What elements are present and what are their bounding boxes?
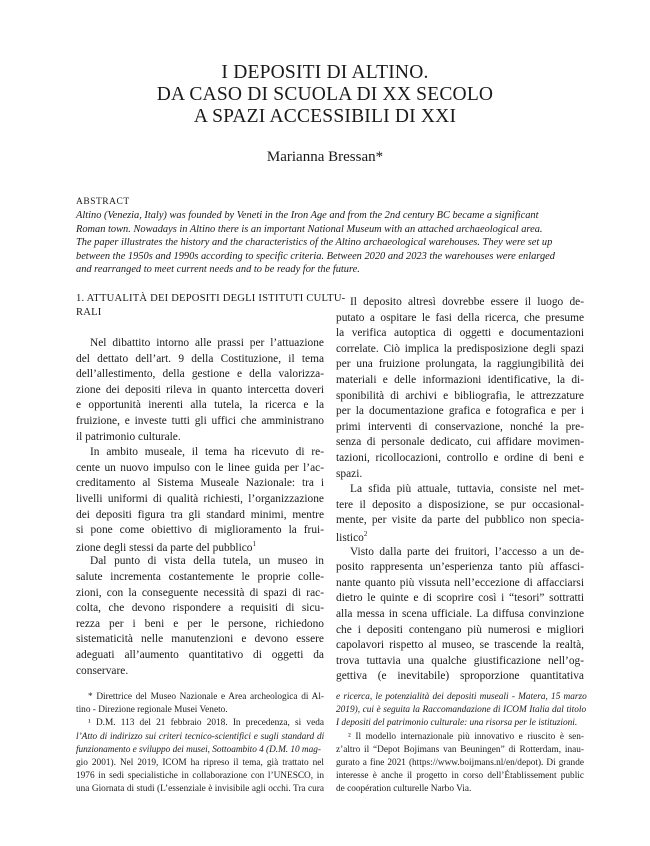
body-text-line: tazioni, ricollocazioni, controllo e ordine di beni e — [336, 452, 584, 464]
footnote-line: funzionamento e sviluppo dei musei, Sottoambito 4 (D.M. 10 mag- — [76, 744, 321, 755]
footnote-line: ² Il modello internazionale più innovativo e riuscito è sen- — [348, 731, 584, 742]
footnote-ref: 2 — [363, 530, 368, 538]
body-text-line: Dal punto di vista della tutela, un museo in — [90, 555, 324, 568]
body-text-line: La sfida più attuale, tuttavia, consiste nel met- — [350, 483, 584, 496]
abstract-line: Roman town. Nowadays in Altino there is an important National Museum with an attached archaeological area. — [76, 223, 543, 235]
body-text-line: zione dei depositi rileva in quanto intercetta doveri — [76, 383, 324, 396]
body-text-line: dei depositi figura tra gli standard minimi, mentre — [76, 508, 324, 521]
body-text-line: Il deposito altresì dovrebbe essere il luogo de- — [350, 296, 584, 308]
abstract-heading: ABSTRACT — [76, 197, 130, 207]
body-text-line: cente un nuovo impulso con le linee guida per l’ac- — [76, 461, 324, 474]
body-text-line: posito rappresenta un’esperienza tanto più affasci- — [336, 561, 584, 574]
body-text-line: adeguati all’aumento quantitativo di oggetti da — [76, 649, 324, 661]
footnote-line: interesse è anche il progetto in corso dell’Établissement public — [336, 771, 584, 782]
footnote-line: I depositi del patrimonio culturale: una risorsa per le istituzioni. — [336, 718, 578, 729]
footnote-line: z’altro il “Depot Bojimans van Beuningen” di Rotterdam, inau- — [336, 744, 584, 755]
body-text-line: si pone come obiettivo di miglioramento la frui- — [76, 524, 324, 537]
title-line: I DEPOSITI DI ALTINO. — [221, 62, 429, 83]
footnote-line: de coopération culturelle Narbo Via. — [336, 784, 472, 795]
footnote-line: l’Atto di indirizzo sui criteri tecnico-scientifici e sugli standard di — [76, 731, 325, 742]
body-text-line: nante quanto più vissuta nell’eccezione di affacciarsi — [336, 576, 584, 589]
body-text-line: per una fruizione prolungata, la raggiungibilità dei — [336, 358, 584, 371]
body-text-line: listico$^2$ — [336, 530, 368, 544]
body-text-line: mente, per visite da parte del pubblico non specia- — [336, 514, 584, 527]
abstract-line: and rearranged to meet current needs and to be ready for the future. — [76, 264, 360, 276]
body-text-line: salute incrementa costantemente le proprie colle- — [76, 571, 324, 583]
footnote-line: 2019), cui è seguita la Raccomandazione di ICOM Italia dal titolo — [336, 705, 587, 716]
body-text-line: rezza per i beni e per le persone, richiedono — [76, 617, 324, 630]
abstract-line: The paper illustrates the history and the characteristics of the Altino archaeological warehouses. They were set up — [76, 237, 553, 249]
section-title: RALI — [76, 307, 102, 318]
body-text-line: putato a ospitare le fasi della ricerca, che presume — [336, 311, 584, 324]
body-text-line: zioni, con la conseguente necessità di spazi di rac- — [76, 586, 324, 599]
body-text-line: sponibilità di archivi e bibliografia, le attrezzature — [336, 389, 584, 402]
body-text-line: il patrimonio culturale. — [76, 430, 181, 443]
footnote-ref: 1 — [252, 539, 257, 548]
body-text-line: per la documentazione grafica e fotografica e per i — [336, 405, 584, 418]
footnote-line: ¹ D.M. 113 del 21 febbraio 2018. In precedenza, si veda — [88, 718, 324, 729]
footnote-line: * Direttrice del Museo Nazionale e Area archeologica di Al- — [88, 692, 324, 702]
footnote-line: 1976 in sedi specialistiche in collaborazione con l’UNESCO, in — [76, 771, 324, 782]
body-text-line: colta, che devono rispondere a requisiti di sicu- — [76, 602, 324, 615]
body-text-line: zione degli stessi da parte del pubblico$^1$ — [76, 539, 257, 554]
body-text-line: senza di personale dedicato, cui affidare movimen- — [336, 436, 584, 449]
author-name: Marianna Bressan* — [266, 149, 384, 165]
body-text-line: dell’allestimento, della gestione e della valorizza- — [76, 368, 324, 381]
abstract-text — [76, 209, 583, 277]
footnote-line: gurato a fine 2021 (https://www.boijmans.nl/en/depot). Di grande — [336, 758, 584, 768]
section-title: 1. ATTUALITÀ DEI DEPOSITI DEGLI ISTITUTI CULTU- — [76, 293, 346, 304]
footnote-line: e ricerca, le potenzialità dei depositi museali - Matera, 15 marzo — [336, 692, 587, 702]
body-text-line: alla messa in scena ufficiale. La diffusa convinzione — [336, 608, 584, 620]
body-text-line: gettiva (e inevitabile) sproporzione quantitativa — [336, 670, 584, 683]
body-text-line: conservare. — [76, 664, 129, 677]
body-text-line: spazi. — [336, 467, 363, 480]
body-text-line: del dettato dell’art. 9 della Costituzione, il tema — [76, 352, 324, 365]
body-text-line: sistematicità nelle manutenzioni e devono essere — [76, 633, 324, 646]
body-text-line: e opportunità inerenti alla tutela, la ricerca e la — [76, 399, 324, 412]
body-text-line: capolavori rispetto al museo, se trascende la realtà, — [336, 639, 584, 652]
title-line: DA CASO DI SCUOLA DI XX SECOLO — [156, 84, 494, 105]
body-text-line: In ambito museale, il tema ha ricevuto di re- — [90, 446, 324, 459]
abstract-line: Altino (Venezia, Italy) was founded by Veneti in the Iron Age and from the 2nd century BC became a significant — [76, 210, 539, 221]
body-text-line: correlate. Ciò implica la predisposizione degli spazi — [336, 342, 584, 355]
body-text-line: Visto dalla parte dei fruitori, l’accesso a un de- — [350, 545, 584, 558]
body-text-line: che i depositi contengano più numerosi e migliori — [336, 623, 584, 636]
paper-title — [0, 62, 650, 128]
body-text-line: creditamento al Sistema Museale Nazionale: tra i — [76, 477, 324, 490]
body-text-line: materiali e delle informazioni identificative, la di- — [336, 374, 584, 386]
abstract-line: between the 1950s and 1990s according to specific criteria. Between 2020 and 2023 the warehouses were enlarged — [76, 250, 555, 262]
body-text-line: primi interventi di conservazione, nonché la pre- — [336, 420, 584, 433]
body-text-line: Nel dibattito intorno alle prassi per l’attuazione — [90, 337, 324, 349]
footnote-line: una Giornata di studi (L’essenziale è invisibile agli occhi. Tra cura — [76, 784, 324, 795]
body-text-line: la verifica autoptica di oggetti e documentazioni — [336, 327, 584, 340]
body-text-line: fruizione, e investe tutti gli uffici che amministrano — [76, 415, 324, 427]
body-text-line: tere il deposito a disposizione, se pur occasional- — [336, 498, 584, 511]
body-text-line: trova tuttavia una qualche giustificazione nell’og- — [336, 654, 584, 667]
body-text-line: dietro le quinte e di scoprire così i “tesori” sottratti — [336, 592, 584, 605]
body-text-line: livelli uniformi di qualità richiesti, l’organizzazione — [76, 493, 324, 505]
title-line: A SPAZI ACCESSIBILI DI XXI — [193, 106, 457, 127]
footnote-line: gio 2001). Nel 2019, ICOM ha ripreso il tema, già trattato nel — [76, 758, 324, 768]
footnote-line: tino - Direzione regionale Musei Veneto. — [76, 705, 228, 716]
